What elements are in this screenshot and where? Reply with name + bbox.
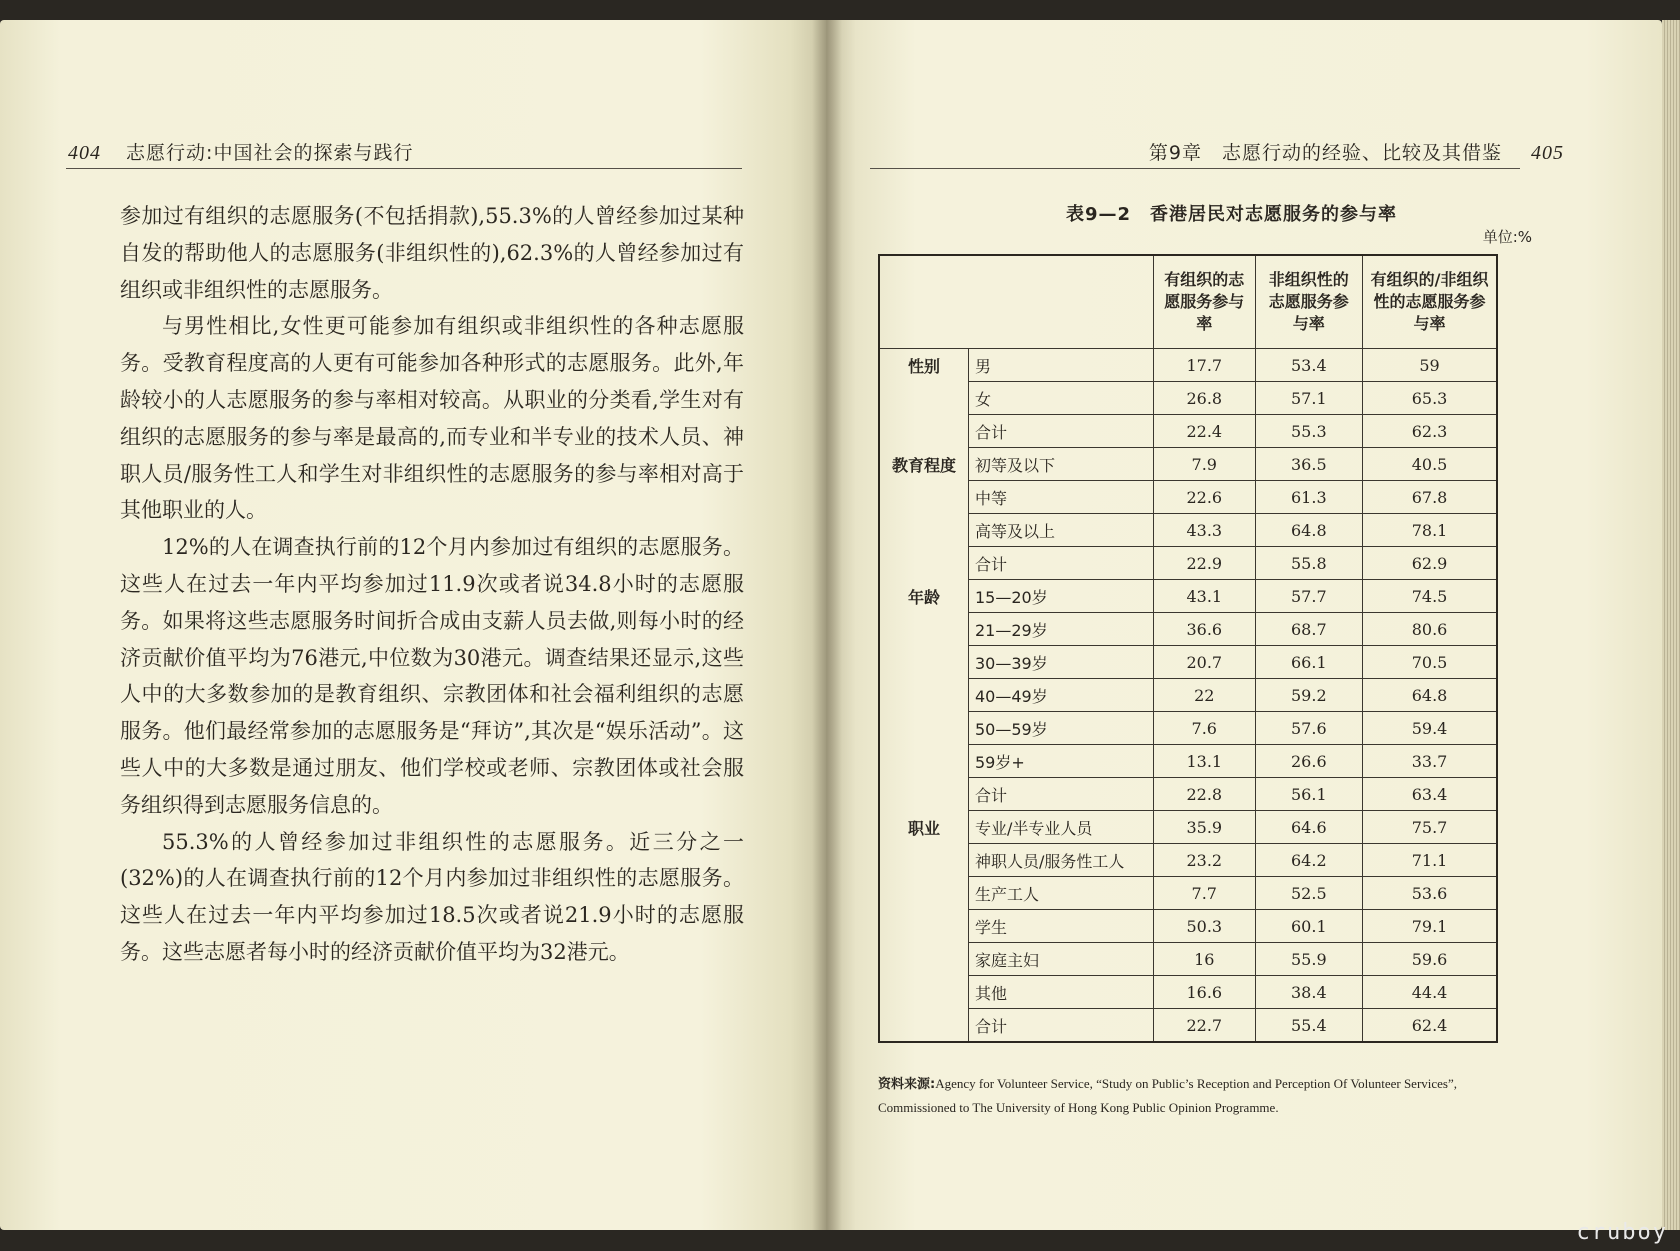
row-category-label: 21—29岁	[969, 613, 1154, 646]
row-group-label	[879, 646, 969, 679]
row-group-label	[879, 679, 969, 712]
row-category-label: 30—39岁	[969, 646, 1154, 679]
table-row	[879, 349, 1497, 382]
row-category-label: 专业/半专业人员	[969, 811, 1154, 844]
row-category-label: 40—49岁	[969, 679, 1154, 712]
table-cell: 68.7	[1255, 613, 1363, 646]
table-cell: 7.6	[1154, 712, 1256, 745]
table-cell: 33.7	[1363, 745, 1497, 778]
row-category-label: 其他	[969, 976, 1154, 1009]
table-cell: 64.8	[1255, 514, 1363, 547]
row-group-label	[879, 976, 969, 1009]
row-group-label	[879, 745, 969, 778]
table-cell: 50.3	[1154, 910, 1256, 943]
table-row	[879, 679, 1497, 712]
table-row	[879, 547, 1497, 580]
table-cell: 59.2	[1255, 679, 1363, 712]
table-row	[879, 613, 1497, 646]
table-cell: 62.3	[1363, 415, 1497, 448]
table-cell: 62.9	[1363, 547, 1497, 580]
table-cell: 64.8	[1363, 679, 1497, 712]
row-group-label	[879, 943, 969, 976]
left-page-number: 404	[68, 142, 101, 164]
table-cell: 59	[1363, 349, 1497, 382]
row-group-label	[879, 910, 969, 943]
row-group-label	[879, 481, 969, 514]
table-cell: 22	[1154, 679, 1256, 712]
row-group-label	[879, 712, 969, 745]
table-cell: 66.1	[1255, 646, 1363, 679]
table-cell: 56.1	[1255, 778, 1363, 811]
table-cell: 43.1	[1154, 580, 1256, 613]
table-cell: 53.6	[1363, 877, 1497, 910]
table-cell: 38.4	[1255, 976, 1363, 1009]
row-category-label: 男	[969, 349, 1154, 382]
table-row	[879, 778, 1497, 811]
table-cell: 57.1	[1255, 382, 1363, 415]
table-cell: 59.4	[1363, 712, 1497, 745]
row-group-label	[879, 1009, 969, 1043]
row-category-label: 合计	[969, 415, 1154, 448]
table-row	[879, 646, 1497, 679]
table-cell: 62.4	[1363, 1009, 1497, 1043]
row-category-label: 15—20岁	[969, 580, 1154, 613]
source-text: Agency for Volunteer Service, “Study on Public’s Reception and Perception Of Volunteer Services”, Commissioned to The University of Hong Kong Public Opinion Programme.	[878, 1076, 1458, 1115]
row-category-label: 合计	[969, 778, 1154, 811]
table-header-row	[879, 255, 1497, 349]
table-cell: 64.2	[1255, 844, 1363, 877]
table-row	[879, 745, 1497, 778]
left-running-header	[68, 138, 413, 165]
table-row	[879, 844, 1497, 877]
table-cell: 16.6	[1154, 976, 1256, 1009]
table-cell: 22.8	[1154, 778, 1256, 811]
right-header-rule	[870, 168, 1520, 169]
row-group-label: 教育程度	[879, 448, 969, 481]
table-row	[879, 712, 1497, 745]
table-cell: 64.6	[1255, 811, 1363, 844]
table-cell: 7.7	[1154, 877, 1256, 910]
table-cell: 23.2	[1154, 844, 1256, 877]
table-row	[879, 910, 1497, 943]
row-group-label	[879, 547, 969, 580]
left-running-title: 志愿行动:中国社会的探索与践行	[126, 142, 414, 164]
column-header: 有组织的/非组织性的志愿服务参与率	[1363, 255, 1497, 349]
table-cell: 79.1	[1363, 910, 1497, 943]
table-cell: 78.1	[1363, 514, 1497, 547]
row-category-label: 中等	[969, 481, 1154, 514]
table-cell: 57.7	[1255, 580, 1363, 613]
left-header-rule	[66, 168, 742, 169]
table-cell: 67.8	[1363, 481, 1497, 514]
row-category-label: 50—59岁	[969, 712, 1154, 745]
table-cell: 80.6	[1363, 613, 1497, 646]
page-edges	[1662, 20, 1680, 1230]
table-cell: 60.1	[1255, 910, 1363, 943]
row-group-label	[879, 415, 969, 448]
table-cell: 17.7	[1154, 349, 1256, 382]
table-row	[879, 976, 1497, 1009]
table-row	[879, 1009, 1497, 1043]
row-group-label	[879, 514, 969, 547]
table-row	[879, 580, 1497, 613]
table-row	[879, 877, 1497, 910]
row-category-label: 合计	[969, 1009, 1154, 1043]
table-cell: 71.1	[1363, 844, 1497, 877]
table-row	[879, 514, 1497, 547]
table-cell: 52.5	[1255, 877, 1363, 910]
left-body-text	[120, 198, 744, 971]
left-page	[0, 20, 826, 1230]
row-group-label	[879, 844, 969, 877]
table-cell: 65.3	[1363, 382, 1497, 415]
table-cell: 55.3	[1255, 415, 1363, 448]
row-category-label: 生产工人	[969, 877, 1154, 910]
paragraph: 与男性相比,女性更可能参加有组织或非组织性的各种志愿服务。受教育程度高的人更有可能参加各种形式的志愿服务。此外,年龄较小的人志愿服务的参与率相对较高。从职业的分类看,学生对有组织的志愿服务的参与率是最高的,而专业和半专业的技术人员、神职人员/服务性工人和学生对非组织性的志愿服务的参与率相对高于其他职业的人。	[120, 314, 744, 523]
right-running-title: 第9章 志愿行动的经验、比较及其借鉴	[1148, 142, 1502, 164]
participation-table	[878, 254, 1498, 1043]
row-group-label	[879, 382, 969, 415]
table-cell: 20.7	[1154, 646, 1256, 679]
right-running-header	[1149, 138, 1564, 165]
table-cell: 26.8	[1154, 382, 1256, 415]
table-body	[879, 349, 1497, 1043]
table-cell: 70.5	[1363, 646, 1497, 679]
right-page	[826, 20, 1662, 1230]
table-cell: 75.7	[1363, 811, 1497, 844]
row-category-label: 初等及以下	[969, 448, 1154, 481]
table-source-note	[878, 1072, 1506, 1119]
row-category-label: 高等及以上	[969, 514, 1154, 547]
paragraph: 55.3%的人曾经参加过非组织性的志愿服务。近三分之一(32%)的人在调查执行前的12个月内参加过非组织性的志愿服务。这些人在过去一年内平均参加过18.5次或者说21.9小时的志愿服务。这些志愿者每小时的经济贡献价值平均为32港元。	[120, 829, 744, 964]
table-cell: 22.7	[1154, 1009, 1256, 1043]
table-cell: 53.4	[1255, 349, 1363, 382]
column-header: 有组织的志愿服务参与率	[1154, 255, 1256, 349]
table-cell: 55.4	[1255, 1009, 1363, 1043]
row-group-label	[879, 778, 969, 811]
table-cell: 63.4	[1363, 778, 1497, 811]
row-category-label: 学生	[969, 910, 1154, 943]
row-group-label	[879, 613, 969, 646]
table-cell: 16	[1154, 943, 1256, 976]
source-label: 资料来源:	[878, 1077, 936, 1092]
table-row	[879, 811, 1497, 844]
table-cell: 59.6	[1363, 943, 1497, 976]
paragraph: 12%的人在调查执行前的12个月内参加过有组织的志愿服务。这些人在过去一年内平均参加过11.9次或者说34.8小时的志愿服务。如果将这些志愿服务时间折合成由支薪人员去做,则每小时的经济贡献价值平均为76港元,中位数为30港元。调查结果还显示,这些人中的大多数参加的是教育组织、宗教团体和社会福利组织的志愿服务。他们最经常参加的志愿服务是“拜访”,其次是“娱乐活动”。这些人中的大多数是通过朋友、他们学校或老师、宗教团体或社会服务组织得到志愿服务信息的。	[120, 535, 744, 817]
row-category-label: 女	[969, 382, 1154, 415]
row-category-label: 59岁+	[969, 745, 1154, 778]
table-title: 表9—2 香港居民对志愿服务的参与率	[1066, 204, 1398, 225]
table-cell: 57.6	[1255, 712, 1363, 745]
right-page-number: 405	[1531, 142, 1564, 164]
table-unit: 单位:%	[1482, 228, 1532, 246]
category-header	[969, 255, 1154, 349]
row-category-label: 合计	[969, 547, 1154, 580]
row-group-label: 性别	[879, 349, 969, 382]
paragraph: 参加过有组织的志愿服务(不包括捐款),55.3%的人曾经参加过某种自发的帮助他人的志愿服务(非组织性的),62.3%的人曾经参加过有组织或非组织性的志愿服务。	[120, 204, 744, 302]
row-group-label: 职业	[879, 811, 969, 844]
table-cell: 22.6	[1154, 481, 1256, 514]
table-cell: 7.9	[1154, 448, 1256, 481]
table-cell: 43.3	[1154, 514, 1256, 547]
table-cell: 26.6	[1255, 745, 1363, 778]
row-group-label: 年龄	[879, 580, 969, 613]
table-cell: 55.8	[1255, 547, 1363, 580]
row-group-label	[879, 877, 969, 910]
table-cell: 22.9	[1154, 547, 1256, 580]
table-row	[879, 481, 1497, 514]
table-cell: 74.5	[1363, 580, 1497, 613]
table-row	[879, 943, 1497, 976]
table-cell: 55.9	[1255, 943, 1363, 976]
group-header	[879, 255, 969, 349]
book-gutter	[812, 20, 842, 1230]
table-cell: 44.4	[1363, 976, 1497, 1009]
table-cell: 36.5	[1255, 448, 1363, 481]
column-header: 非组织性的志愿服务参与率	[1255, 255, 1363, 349]
table-cell: 36.6	[1154, 613, 1256, 646]
table-cell: 35.9	[1154, 811, 1256, 844]
table-row	[879, 448, 1497, 481]
row-category-label: 家庭主妇	[969, 943, 1154, 976]
table-row	[879, 415, 1497, 448]
row-category-label: 神职人员/服务性工人	[969, 844, 1154, 877]
table-cell: 13.1	[1154, 745, 1256, 778]
table-row	[879, 382, 1497, 415]
table-cell: 22.4	[1154, 415, 1256, 448]
table-cell: 40.5	[1363, 448, 1497, 481]
table-cell: 61.3	[1255, 481, 1363, 514]
watermark: cruboy	[1576, 1220, 1668, 1245]
